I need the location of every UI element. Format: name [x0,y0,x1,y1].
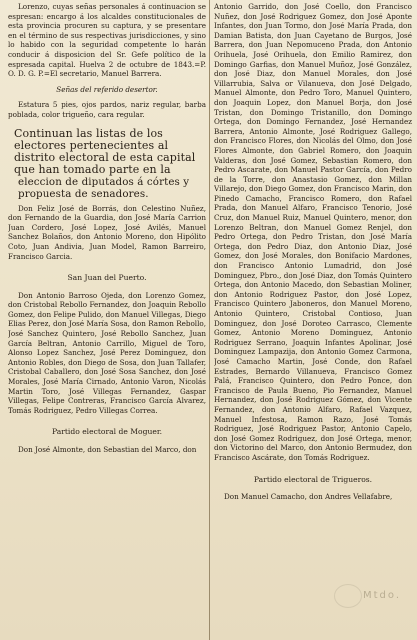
electors-list-title [8,128,206,200]
library-stamp: Mtdo. [363,590,402,601]
section-moguer: Partido electoral de Moguer. [51,427,163,437]
electors-moguer-continued: Antonio Garrido, don José Coello, don Francisco Nuñez, don José Rodriguez Gomez, don José Aponte Infantes, don Juan Tormo, don José María Prada, don Damian Batista, don Juan Cayetano de Burgos, José Barrera, don Juan Nepomuceno Prada, don Antonio Orihuela, José Orihuela, don Emilio Ramirez, don Domingo Garfias, don Manuel Muñoz, José González, don José Diaz, don Manuel Morales, don José Villarrubia, Salva or Vilanueva, don José Delgado, Manuel Almonte, don Pedro Toro, Manuel Quintero, don Joaquin Lopez, don Manuel Borja, don José Tristan, don Domingo Tristanillo, don Domingo Ortega, don Domingo Fernandez, José Hernandez Barrera, Antonio Almonte, José Rodriguez Gallego, don Francisco Flores, don Nicolás del Olmo, don José Flores Almonte, don Gabriel Romero, don Joaquin Valderas, don José Gomez, Sebastian Romero, don Pedro Ascarate, don Manuel Pastor García, don Pedro de la Torre, don Anastasio Gomez, don Millan Villarejo, don Diego Gomez, don Francisco Marin, don Pinedo Camacho, Francisco Romero, don Rafael Prada, don Manuel Alfaro, Francisco Tenorio, José Cruz, don Manuel Ruiz, Manuel Quintero, menor, don Lorenzo Beltran, don Manuel Gomez Renjel, don Pedro Ortega, don Pedro Tristan, don José María Ortega, don Pedro Diaz, don Antonio Diaz, José Gomez, don José Morales, don Bonifacio Mardones, don Francisco Antonio Lumadrid, don José Dominguez, Pbro., don José Diaz, don Tomás Quintero Ortega, don Antonio Macedo, don Sebastian Moliner, don Antonio Rodriguez Pastor, don José Lopez, Francisco Quintero Jaboneros, don Manuel Moreno, Antonio Quintero, Cristobal Contioso, Juan Dominguez, don José Doroteo Carrasco, Clemente Gomez, Antonio Moreno Dominguez, Antonio Rodriguez Serrano, Joaquin Infantes Apolinar, José Dominguez Lampazija, don Antonio Gomez Carmona, José Camacho Martin, José Conde, don Rafael Estrades, Bernardo Villanueva, Francisco Gomez Palá, Francisco Quintero, don Pedro Ponce, don Francisco de Paula Bueno, Pio Fernandez, Manuel Hernandez, don José Rodriguez Gómez, don Vicente Fernandez, don Antonio Alfaro, Rafael Vazquez, Manuel Infestosa, Ramon Razo, José Tomás Rodriguez, José Rodriguez Pastor, Antonio Capelo, don José Gomez Rodriguez, don José Ortega, menor, don Victorino del Marco, don Antonio Bermudez, don Francisco Ascárate, don Tomás Rodriguez. [214,2,412,462]
right-column [214,0,412,640]
section-san-juan-del-puerto: San Juan del Puerto. [67,273,147,283]
library-seal-icon [334,584,362,608]
electors-moguer-start: Don José Almonte, don Sebastian del Marco, don [18,445,197,454]
desertor-features: Estatura 5 pies, ojos pardos, nariz regular, barba poblada, color trigueño, cara regular. [8,100,206,119]
electors-capital: Don Feliz José de Borrás, don Celestino Nuñez, don Fernando de la Guardia, don José María Carrion Juan Cordero, José Lopez, José Avilés, Manuel Sanchez Bolaños, don Antonio Moreno, don Hipólito Coto, Juan Andivia, Juan Model, Ramon Barreiro, Francisco Garcia. [8,203,206,261]
desertor-notice: Lorenzo, cuyas señas personales á continuacion se espresan: encargo á los alcaldes constitucionales de esta provincia procuren su captura, y se presentare en el término de sus respectivas jurisdicciones, y sino lo habido con la seguridad competente lo harán conducir á disposicion del Sr. Gefe político de la espresada capital. Huelva 2 de octubre de 1843.=P. O. D. G. P.=El secretario, Manuel Barrera. [8,2,206,79]
title-line-2: eleccion de diputados á córtes y propuesta de senadores. [18,175,190,200]
title-line-1: Continuan las listas de los electores pertenecientes al distrito electoral de esta capital que han tomado parte en la [14,126,196,176]
column-divider [209,0,210,640]
left-column [8,0,206,640]
electors-trigueros-start: Don Manuel Camacho, don Andres Vellafabre, [224,492,393,502]
electors-san-juan: Don Antonio Barroso Ojeda, don Lorenzo Gomez, don Cristobal Rebollo Fernandez, don Joaquin Rebollo Gomez, don Felipe Pulido, don Manuel Villegas, Diego Elias Perez, don José María Sosa, don Ramon Rebollo, José Sanchez Quintero, José Rebollo Sanchez, Juan García Beltran, Antonio Carrillo, Miguel de Toro, Alonso Lopez Sanchez, José Perez Dominguez, don Antonio Robles, don Diego de Sosa, don Juan Tallafer, Cristobal Caballero, don José Sosa Sanchez, don José Morales, José María Cirnado, Antonio Varon, Nicolás Martin Toro, José Villegas Fernandez, Gaspar Villegas, Felipe Contreras, Francisco García Alvarez, Tomás Rodriguez, Pedro Villegas Correa. [8,290,206,415]
desertor-features-heading: Señas del referido desertor. [56,84,158,94]
section-trigueros: Partido electoral de Trigueros. [253,474,373,484]
